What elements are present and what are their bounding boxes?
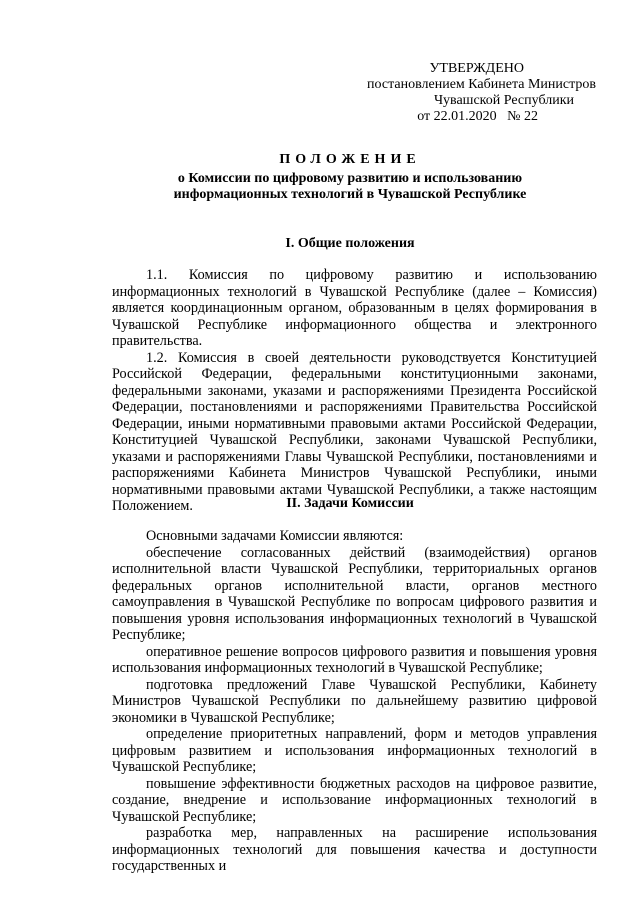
document-title-block <box>100 152 600 203</box>
document-subtitle-line-1: о Комиссии по цифровому развитию и использованию <box>177 171 523 186</box>
paragraph: оперативное решение вопросов цифрового развития и повышения уровня использования информационных технологий в Чувашской Республике; <box>112 643 597 676</box>
approval-title: УТВЕРЖДЕНО <box>429 61 524 76</box>
paragraph: Основными задачами Комиссии являются: <box>146 528 404 544</box>
document-title: ПОЛОЖЕНИЕ <box>279 152 421 167</box>
paragraph: 1.2. Комиссия в своей деятельности руководствуется Конституцией Российской Федерации, федеральными конституционными законами, федеральными законами, указами и распоряжениями Президента Российской Федерации, постановлениями и распоряжениями Правительства Российской Федерации, иными нормативными правовыми актами Российской Федерации, Конституцией Чувашской Республики, законами Чувашской Республики, указами и распоряжениями Главы Чувашской Республики, постановлениями и распоряжениями Кабинета Министров Чувашской Республики, иными нормативными правовыми актами Чувашской Республики, а также настоящим Положением. <box>112 349 597 514</box>
paragraph: обеспечение согласованных действий (взаимодействия) органов исполнительной власти Чувашской Республики, территориальных органов федеральных органов исполнительной власти, органов местного самоуправления в Чувашской Республике по вопросам цифрового развития и повышения уровня использования информационных технологий в Чувашской Республике; <box>112 544 597 643</box>
section-2-heading: II. Задачи Комиссии <box>286 496 414 511</box>
section-1-body <box>112 267 597 515</box>
approval-stamp <box>364 61 596 125</box>
approval-date: от 22.01.2020 № 22 <box>417 109 538 124</box>
section-2-body <box>112 528 597 875</box>
paragraph: подготовка предложений Главе Чувашской Республики, Кабинету Министров Чувашской Республики по дальнейшему развитию цифровой экономики в Чувашской Республике; <box>112 676 597 726</box>
approval-issuer: постановлением Кабинета Министров <box>367 77 596 92</box>
section-1-heading: I. Общие положения <box>285 236 415 251</box>
paragraph: определение приоритетных направлений, форм и методов управления цифровым развитием и использования информационных технологий в Чувашской Республике; <box>112 726 597 775</box>
document-subtitle-line-2: информационных технологий в Чувашской Республике <box>173 187 527 202</box>
paragraph: 1.1. Комиссия по цифровому развитию и использованию информационных технологий в Чувашской Республике (далее – Комиссия) является координационным органом, образованным в целях формирования в Чувашской Республике информационного общества и электронного правительства. <box>112 267 597 349</box>
paragraph: разработка мер, направленных на расширение использования информационных технологий для повышения качества и доступности государственных и <box>112 825 597 874</box>
paragraph: повышение эффективности бюджетных расходов на цифровое развитие, создание, внедрение и использование информационных технологий в Чувашской Республике; <box>112 775 597 825</box>
approval-region: Чувашской Республики <box>433 93 574 108</box>
